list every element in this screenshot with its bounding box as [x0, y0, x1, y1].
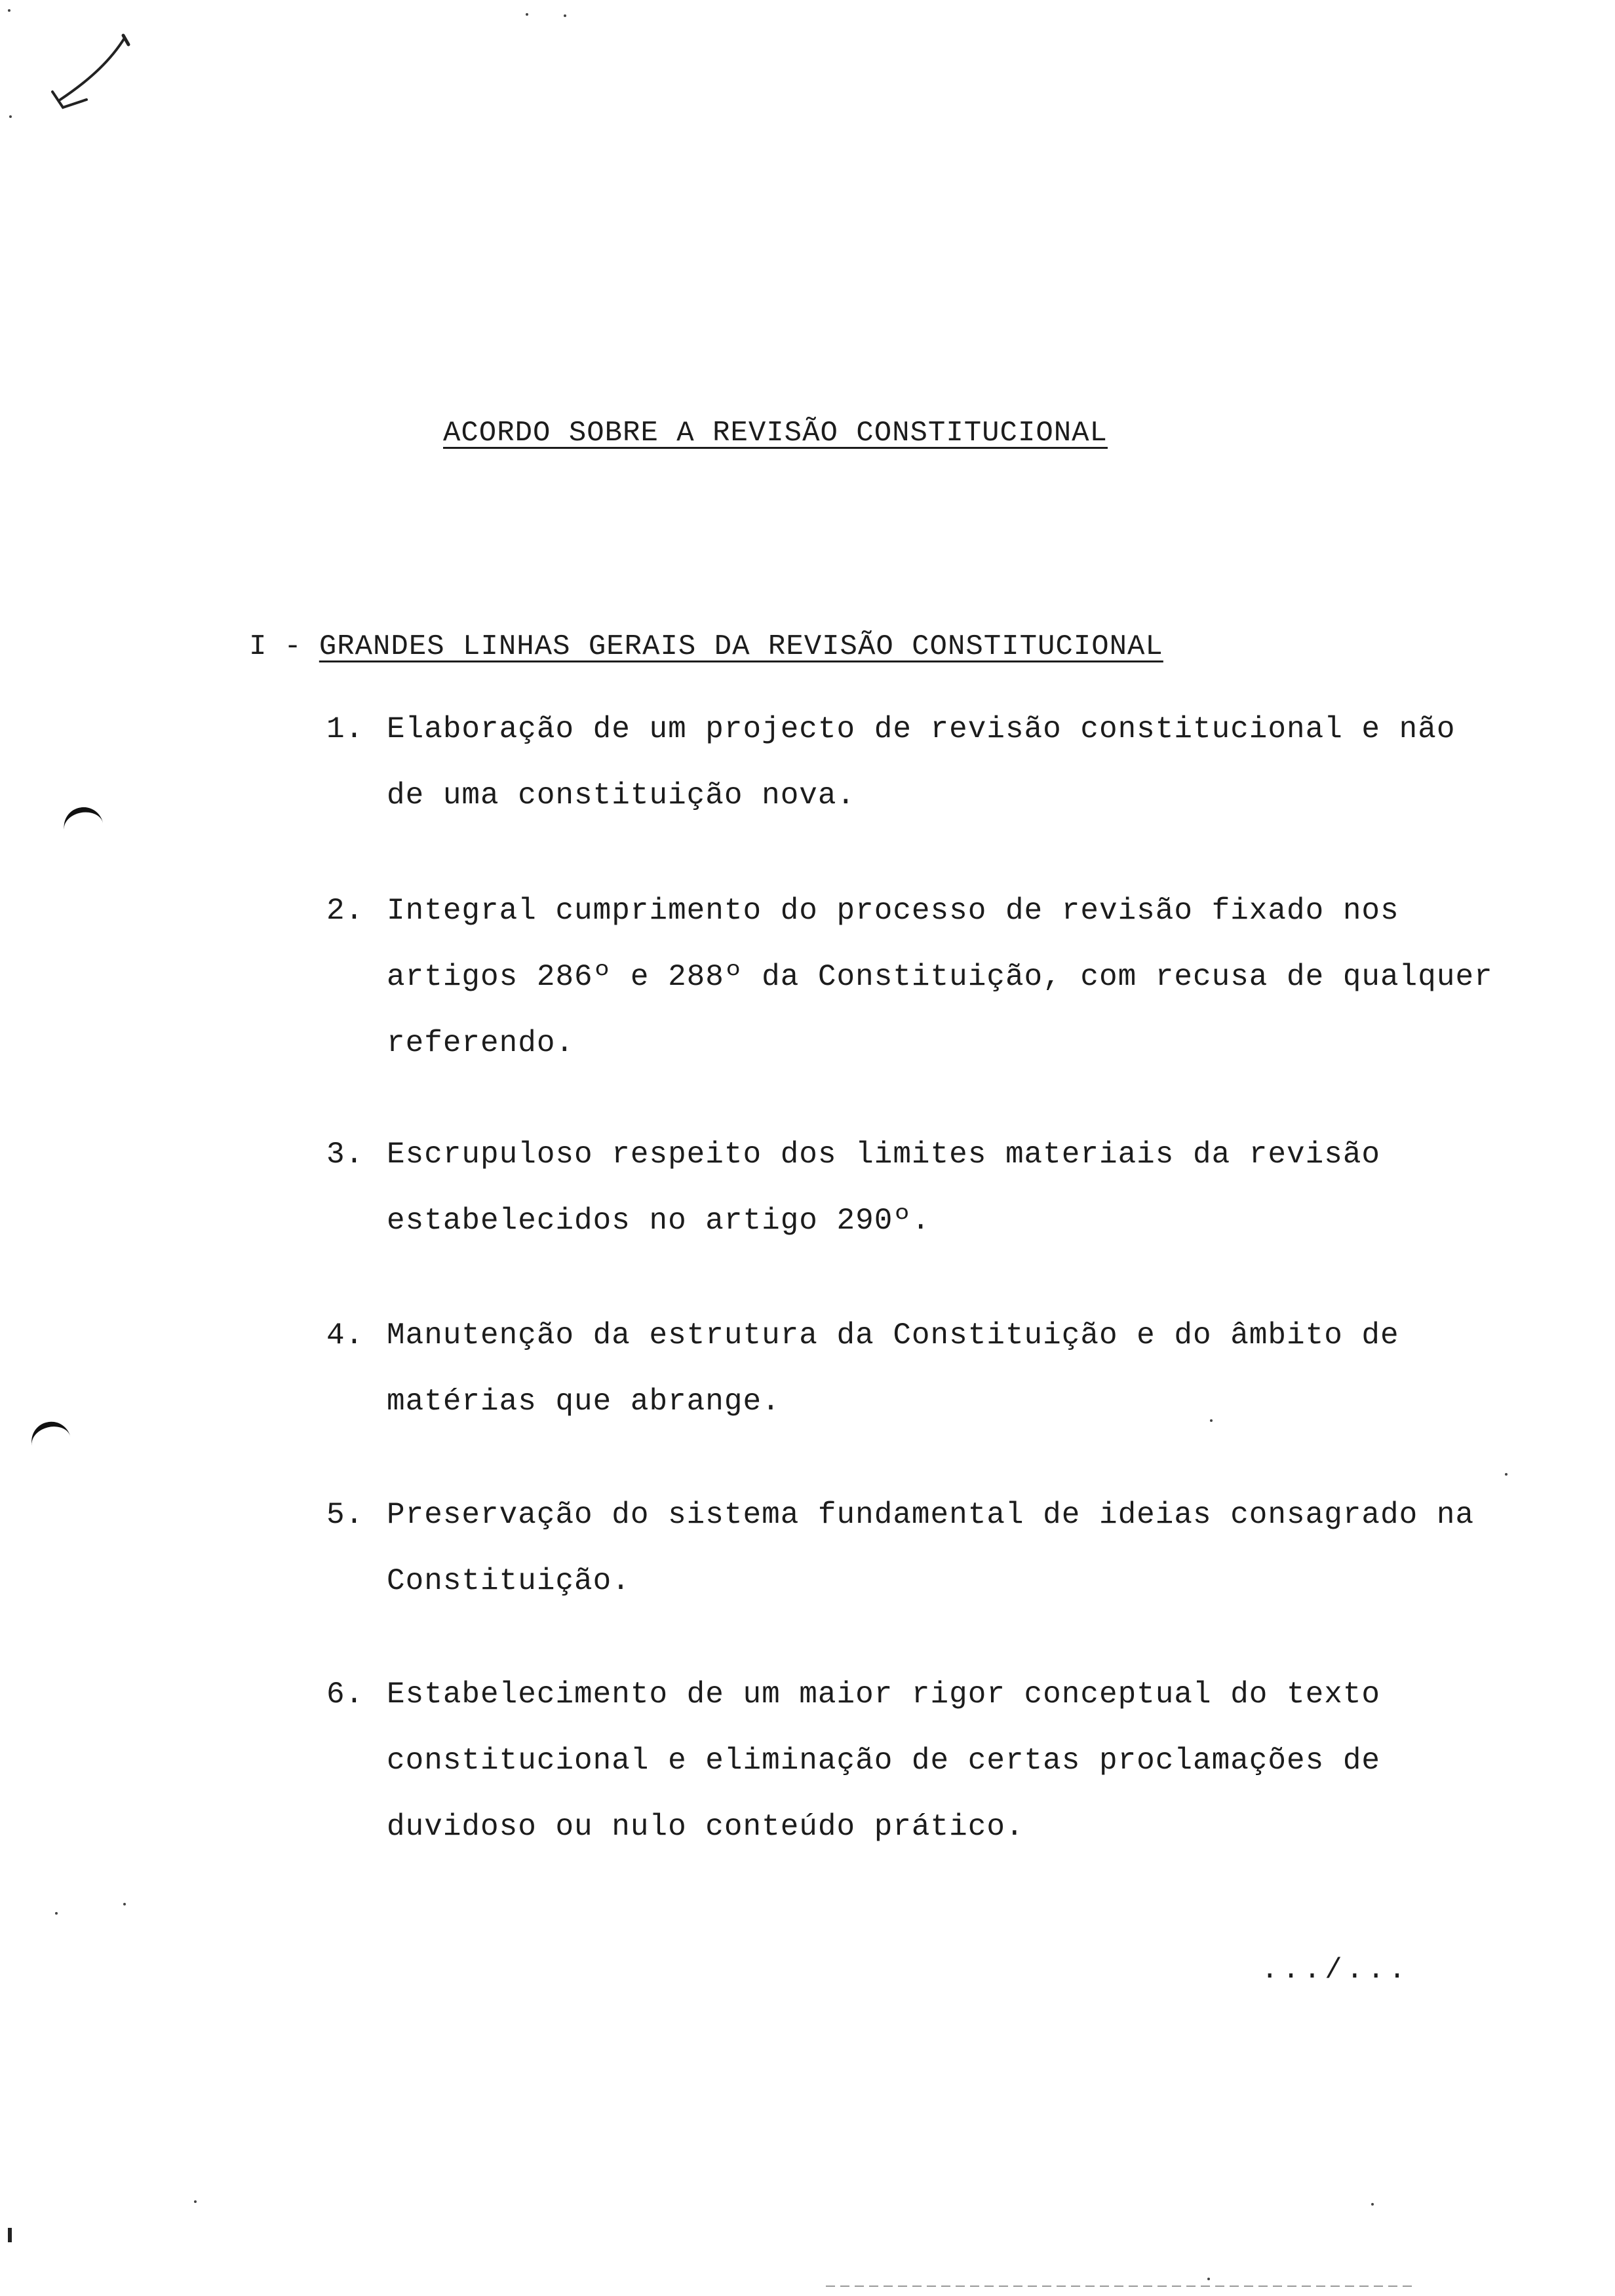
- item-text-line: referendo.: [387, 1026, 575, 1060]
- item-number: 4.: [326, 1318, 364, 1352]
- scan-bottom-edge-line: [826, 2286, 1416, 2287]
- list-item: [326, 697, 1455, 829]
- item-text-line: Preservação do sistema fundamental de ideias consagrado na: [387, 1498, 1475, 1532]
- item-text-line: Escrupuloso respeito dos limites materiais da revisão: [387, 1138, 1381, 1172]
- handwritten-check-mark: [26, 26, 144, 124]
- item-text-line: Integral cumprimento do processo de revisão fixado nos: [387, 894, 1399, 928]
- section-numeral: I: [249, 630, 267, 663]
- scan-speck: [55, 1912, 58, 1915]
- scan-edge-mark: [8, 2228, 12, 2242]
- item-number: 3.: [326, 1138, 364, 1172]
- item-text-line: constitucional e eliminação de certas proclamações de: [387, 1744, 1381, 1778]
- item-text-line: matérias que abrange.: [387, 1385, 781, 1419]
- scan-speck: [564, 14, 566, 17]
- list-item: [326, 1662, 1380, 1860]
- list-item: [326, 1303, 1399, 1435]
- item-number: 6.: [326, 1677, 364, 1712]
- item-text-line: Manutenção da estrutura da Constituição e do âmbito de: [387, 1318, 1399, 1352]
- item-text-line: Elaboração de um projecto de revisão constitucional e não: [387, 712, 1456, 746]
- scan-speck: [194, 2200, 197, 2203]
- scan-speck: [1207, 2278, 1210, 2280]
- binder-hole-mark: [61, 804, 104, 838]
- item-text-line: de uma constituição nova.: [387, 778, 856, 813]
- item-text-line: estabelecidos no artigo 290º.: [387, 1204, 931, 1238]
- item-text-line: artigos 286º e 288º da Constituição, com recusa de qualquer: [387, 960, 1493, 994]
- item-text-line: duvidoso ou nulo conteúdo prático.: [387, 1810, 1024, 1844]
- item-number: 5.: [326, 1498, 364, 1532]
- binder-hole-mark: [28, 1417, 72, 1453]
- list-item: [326, 1122, 1380, 1254]
- section-heading-text: GRANDES LINHAS GERAIS DA REVISÃO CONSTITUCIONAL: [319, 630, 1163, 663]
- item-number: 2.: [326, 894, 364, 928]
- scan-speck: [1371, 2203, 1374, 2206]
- item-text-line: Constituição.: [387, 1564, 631, 1598]
- list-item: [326, 1482, 1474, 1615]
- scan-speck: [9, 115, 12, 118]
- list-item: [326, 878, 1493, 1077]
- scan-speck: [1505, 1473, 1508, 1476]
- scan-speck: [526, 13, 528, 16]
- scan-speck: [8, 9, 10, 12]
- section-heading: [249, 630, 1163, 663]
- section-dash: -: [284, 630, 302, 663]
- scan-speck: [123, 1903, 126, 1905]
- document-title: ACORDO SOBRE A REVISÃO CONSTITUCIONAL: [443, 417, 1108, 450]
- item-number: 1.: [326, 712, 364, 746]
- item-text-line: Estabelecimento de um maior rigor conceptual do texto: [387, 1677, 1381, 1712]
- page-continuation-mark: .../...: [1261, 1954, 1410, 1987]
